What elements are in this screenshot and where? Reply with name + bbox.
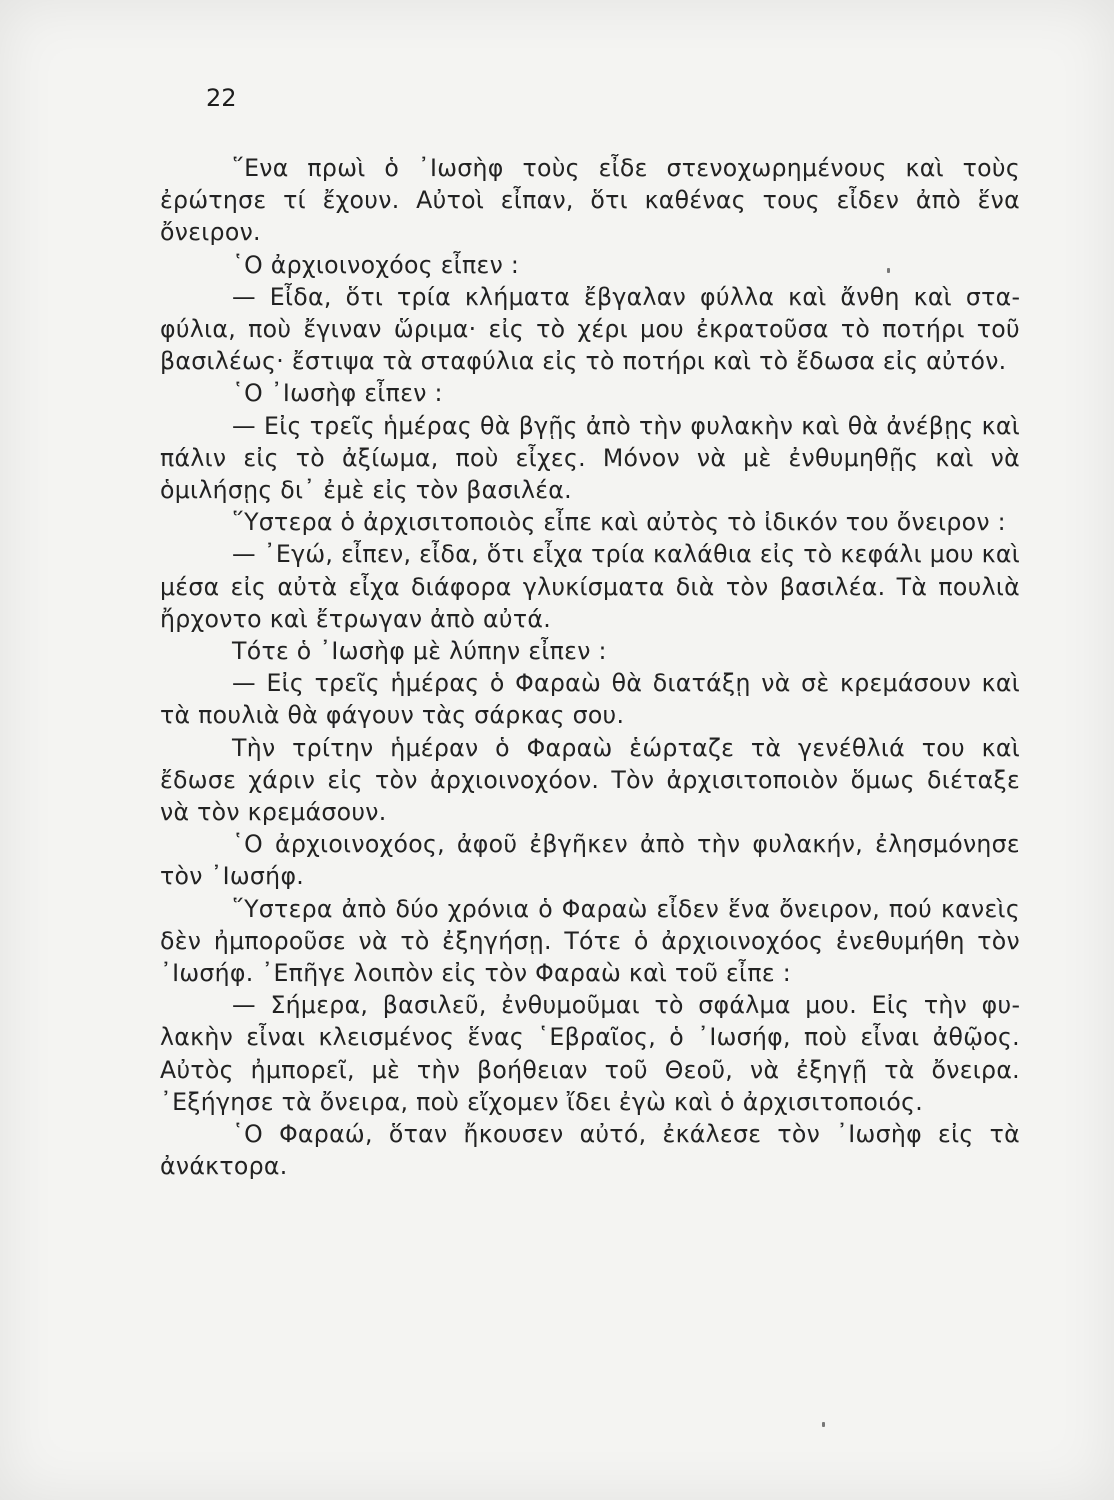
paragraph: — ᾿Εγώ, εἶπεν, εἶδα, ὅτι εἶχα τρία καλάθια εἰς τὸ κεφάλι μου καὶ μέσα εἰς αὐτὰ εἶχα διάφορα γλυκίσματα διὰ τὸν βασιλέα. Τὰ πουλιὰ ἤρχοντο καὶ ἔτρωγαν ἀπὸ αὐτά. (160, 540, 1020, 633)
paragraph: Τότε ὁ ᾿Ιωσὴφ μὲ λύπην εἶπεν : (232, 637, 607, 666)
paragraph: ῾Ο Φαραώ, ὅταν ἤκουσεν αὐτό, ἐκάλεσε τὸν ᾿Ιωσὴφ εἰς τὰ ἀνάκτορα. (160, 1120, 1020, 1181)
paragraph: ῞Υστερα ὁ ἀρχισιτοποιὸς εἶπε καὶ αὐτὸς τὸ ἰδικόν του ὄνειρον : (232, 508, 1006, 537)
paragraph: ῾Ο ἀρχιοινοχόος, ἀφοῦ ἐβγῆκεν ἀπὸ τὴν φυλακήν, ἐλησμόνησε τὸν ᾿Ιωσήφ. (160, 830, 1020, 891)
paragraph: Τὴν τρίτην ἡμέραν ὁ Φαραὼ ἑώρταζε τὰ γενέθλιά του καὶ ἔδωσε χάριν εἰς τὸν ἀρχιοινοχόον. Τὸν ἀρχισιτοποιὸν ὅμως διέταξε νὰ τὸν κρεμάσουν. (160, 733, 1020, 827)
paragraph: — Εἶδα, ὅτι τρία κλήματα ἔβγαλαν φύλλα καὶ ἄνθη καὶ σταφύλια, ποὺ ἔγιναν ὥριμα· εἰς τὸ χέρι μου ἐκρατοῦσα τὸ ποτήρι τοῦ βασιλέως· ἔστιψα τὰ σταφύλια εἰς τὸ ποτήρι καὶ τὸ ἔδωσα εἰς αὐτόν. (160, 282, 1020, 376)
paragraph: ῞Υστερα ἀπὸ δύο χρόνια ὁ Φαραὼ εἶδεν ἕνα ὄνειρον, πού κανεὶς δὲν ἠμποροῦσε νὰ τὸ ἐξηγήσῃ. Τότε ὁ ἀρχιοινοχόος ἐνεθυμήθη τὸν ᾿Ιωσήφ. ᾿Επῆγε λοιπὸν εἰς τὸν Φαραὼ καὶ τοῦ εἶπε : (160, 894, 1020, 988)
print-speck (887, 268, 890, 273)
paragraph: — Εἰς τρεῖς ἡμέρας ὁ Φαραὼ θὰ διατάξῃ νὰ σὲ κρεμάσουν καὶ τὰ πουλιὰ θὰ φάγουν τὰς σάρκας σου. (160, 669, 1020, 730)
paragraph: ῞Ενα πρωὶ ὁ ᾿Ιωσὴφ τοὺς εἶδε στενοχωρημένους καὶ τοὺς ἐρώτησε τί ἔχουν. Αὐτοὶ εἶπαν, ὅτι καθένας τους εἶδεν ἀπὸ ἕνα ὄνειρον. (160, 154, 1020, 247)
print-speck (822, 1422, 825, 1427)
body-text (160, 152, 1020, 1183)
paragraph: ῾Ο ἀρχιοινοχόος εἶπεν : (232, 250, 520, 279)
paragraph: ῾Ο ᾿Ιωσὴφ εἶπεν : (232, 379, 443, 408)
page-number: 22 (206, 84, 237, 112)
paragraph: — Εἰς τρεῖς ἡμέρας θὰ βγῇς ἀπὸ τὴν φυλακὴν καὶ θὰ ἀνέβῃς καὶ πάλιν εἰς τὸ ἀξίωμα, ποὺ εἶχες. Μόνον νὰ μὲ ἐνθυμηθῇς καὶ νὰ ὁμιλήσῃς δι᾿ ἐμὲ εἰς τὸν βασιλέα. (160, 411, 1020, 505)
paragraph: — Σήμερα, βασιλεῦ, ἐνθυμοῦμαι τὸ σφάλμα μου. Εἰς τὴν φυλακὴν εἶναι κλεισμένος ἕνας ῾Εβραῖος, ὁ ᾿Ιωσήφ, ποὺ εἶναι ἀθῷος. Αὐτὸς ἠμπορεῖ, μὲ τὴν βοήθειαν τοῦ Θεοῦ, νὰ ἐξηγῇ τὰ ὄνειρα. ᾿Εξήγησε τὰ ὄνειρα, ποὺ εἴχομεν ἴδει ἐγὼ καὶ ὁ ἀρχισιτοποιός. (160, 991, 1020, 1116)
